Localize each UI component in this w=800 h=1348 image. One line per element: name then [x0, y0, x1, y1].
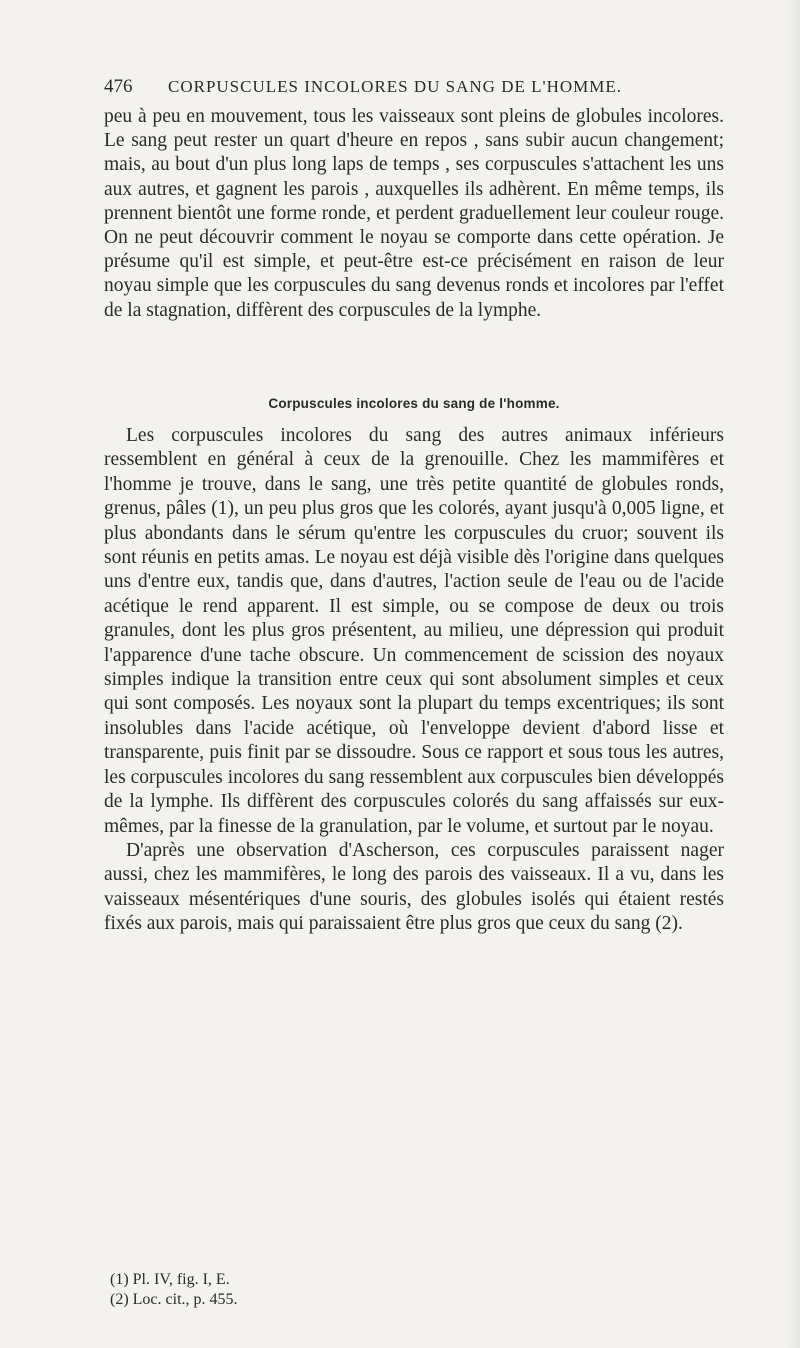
page-header [104, 76, 724, 100]
footnotes [110, 1270, 710, 1309]
body-text-top [104, 105, 724, 323]
footnote-2: (2) Loc. cit., p. 455. [110, 1290, 238, 1308]
running-title: CORPUSCULES INCOLORES DU SANG DE L'HOMME. [168, 77, 622, 96]
page-edge-shadow [786, 0, 800, 1348]
footnote-1: (1) Pl. IV, fig. I, E. [110, 1271, 230, 1288]
paragraph-continued: peu à peu en mouvement, tous les vaisseaux sont pleins de globules incolores. Le sang peut rester un quart d'heure en repos , sans subir aucun changement; mais, au bout d'un plus long laps de temps , ses corpuscules s'attachent les uns aux autres, et gagnent les parois , auxquelles ils adhèrent. En même temps, ils prennent bientôt une forme ronde, et perdent graduellement leur couleur rouge. On ne peut découvrir comment le noyau se comporte dans cette opération. Je présume qu'il est simple, et peut-être est-ce précisément en raison de leur noyau simple que les corpuscules du sang devenus ronds et incolores par l'effet de la stagnation, diffèrent des corpuscules de la lymphe. [104, 106, 724, 321]
section-heading: Corpuscules incolores du sang de l'homme. [268, 396, 560, 411]
paragraph: Les corpuscules incolores du sang des autres animaux inférieurs ressemblent en général à ceux de la grenouille. Chez les mammifères et l'homme je trouve, dans le sang, une très petite quantité de globules ronds, grenus, pâles (1), un peu plus gros que les colorés, ayant jusqu'à 0,005 ligne, et plus abondants dans le sérum qu'entre les corpuscules du cruor; souvent ils sont réunis en petits amas. Le noyau est déjà visible dès l'origine dans quelques uns d'entre eux, tandis que, dans d'autres, l'action seule de l'eau ou de l'acide acétique le rend apparent. Il est simple, ou se compose de deux ou trois granules, dont les plus gros présentent, au milieu, une dépression qui produit l'apparence d'une tache obscure. Un commencement de scission des noyaux simples indique la transition entre ceux qui sont absolument simples et ceux qui sont composés. Les noyaux sont la plupart du temps excentriques; ils sont insolubles dans l'acide acétique, où l'enveloppe devient d'abord lisse et transparente, puis finit par se dissoudre. Sous ce rapport et sous tous les autres, les corpuscules incolores du sang ressemblent aux corpuscules bien développés de la lymphe. Ils diffèrent des corpuscules colorés du sang affaissés sur eux-mêmes, par la finesse de la granulation, par le volume, et surtout par le noyau. [104, 425, 724, 837]
body-text-main [104, 424, 724, 937]
paragraph: D'après une observation d'Ascherson, ces corpuscules paraissent nager aussi, chez les mammifères, le long des parois des vaisseaux. Il a vu, dans les vaisseaux mésentériques d'une souris, des globules isolés qui étaient restés fixés aux parois, mais qui paraissaient être plus gros que ceux du sang (2). [104, 839, 724, 935]
page-number: 476 [104, 76, 133, 97]
